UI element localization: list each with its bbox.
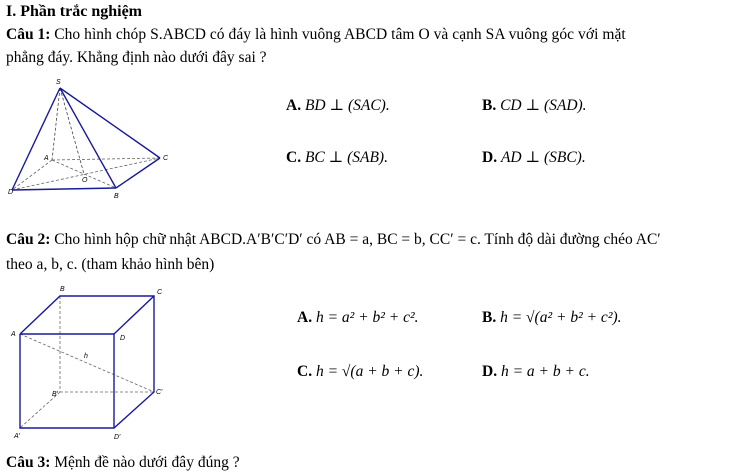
q1-option-a[interactable] xyxy=(286,96,390,115)
question-3-label: Câu 3: xyxy=(6,454,51,471)
q1-option-b[interactable] xyxy=(482,96,587,115)
cuboid-figure xyxy=(10,284,170,444)
question-1-label: Câu 1: xyxy=(6,26,51,43)
section-title: I. Phần trắc nghiệm xyxy=(6,3,142,20)
pyramid-label-d: D xyxy=(8,189,14,196)
question-2-line-2: theo a, b, c. (tham khảo hình bên) xyxy=(6,256,215,273)
question-2-stem: Cho hình hộp chữ nhật ABCD.A′B′C′D′ có AB = a, BC = b, CC′ = c. Tính độ dài đường chéo AC′ xyxy=(54,231,661,248)
q1-option-a-text: BD ⊥ (SAC). xyxy=(304,97,390,114)
q2-option-d-text: h = a + b + c. xyxy=(500,363,590,380)
q2-option-d-key: D. xyxy=(482,363,498,380)
q1-option-d-key: D. xyxy=(482,149,498,166)
q2-option-a-key: A. xyxy=(297,309,313,326)
cuboid-label-c: C xyxy=(157,289,163,296)
q2-option-c-text: h = √(a + b + c). xyxy=(315,363,424,380)
q2-option-c-key: C. xyxy=(297,363,313,380)
pyramid-label-b: B xyxy=(114,193,119,200)
q1-option-a-key: A. xyxy=(286,97,302,114)
cuboid-label-c-prime: C′ xyxy=(156,389,163,396)
q1-option-b-key: B. xyxy=(482,97,497,114)
cuboid-label-d: D xyxy=(120,335,126,342)
question-1-stem: Cho hình chóp S.ABCD có đáy là hình vuông ABCD tâm O và cạnh SA vuông góc với mặt xyxy=(54,26,626,43)
question-3-line-1 xyxy=(6,454,240,472)
cuboid-label-a-prime: A′ xyxy=(14,433,20,440)
q1-option-b-text: CD ⊥ (SAD). xyxy=(500,97,587,114)
question-1-line-1 xyxy=(6,26,626,44)
q1-option-c-key: C. xyxy=(286,149,302,166)
question-2-line-1 xyxy=(6,231,661,249)
question-1-line-2: phẳng đáy. Khẳng định nào dưới đây sai ? xyxy=(6,49,267,66)
q1-option-c-text: BC ⊥ (SAB). xyxy=(304,149,388,166)
pyramid-label-o: O xyxy=(82,177,88,184)
pyramid-label-s: S xyxy=(56,79,61,86)
q2-option-a-text: h = a² + b² + c². xyxy=(315,309,419,326)
question-3-stem: Mệnh đề nào dưới đây đúng ? xyxy=(54,454,240,471)
q2-option-c[interactable] xyxy=(297,363,423,381)
cuboid-label-d-prime: D′ xyxy=(114,434,121,441)
pyramid-label-a: A xyxy=(44,155,49,162)
q2-option-a[interactable] xyxy=(297,309,419,327)
q2-option-b-text: h = √(a² + b² + c²). xyxy=(500,309,622,326)
pyramid-label-c: C xyxy=(163,155,169,162)
pyramid-figure xyxy=(8,78,173,200)
cuboid-label-b: B xyxy=(60,286,65,293)
cuboid-label-a: A xyxy=(11,331,16,338)
q1-option-d[interactable] xyxy=(482,148,586,167)
q1-option-d-text: AD ⊥ (SBC). xyxy=(500,149,586,166)
q1-option-c[interactable] xyxy=(286,148,388,167)
q2-option-b-key: B. xyxy=(482,309,497,326)
question-2-label: Câu 2: xyxy=(6,231,51,248)
q2-option-d[interactable] xyxy=(482,363,590,381)
cuboid-label-b-prime: B′ xyxy=(52,391,58,398)
q2-option-b[interactable] xyxy=(482,309,622,327)
cuboid-label-h: h xyxy=(84,353,88,360)
